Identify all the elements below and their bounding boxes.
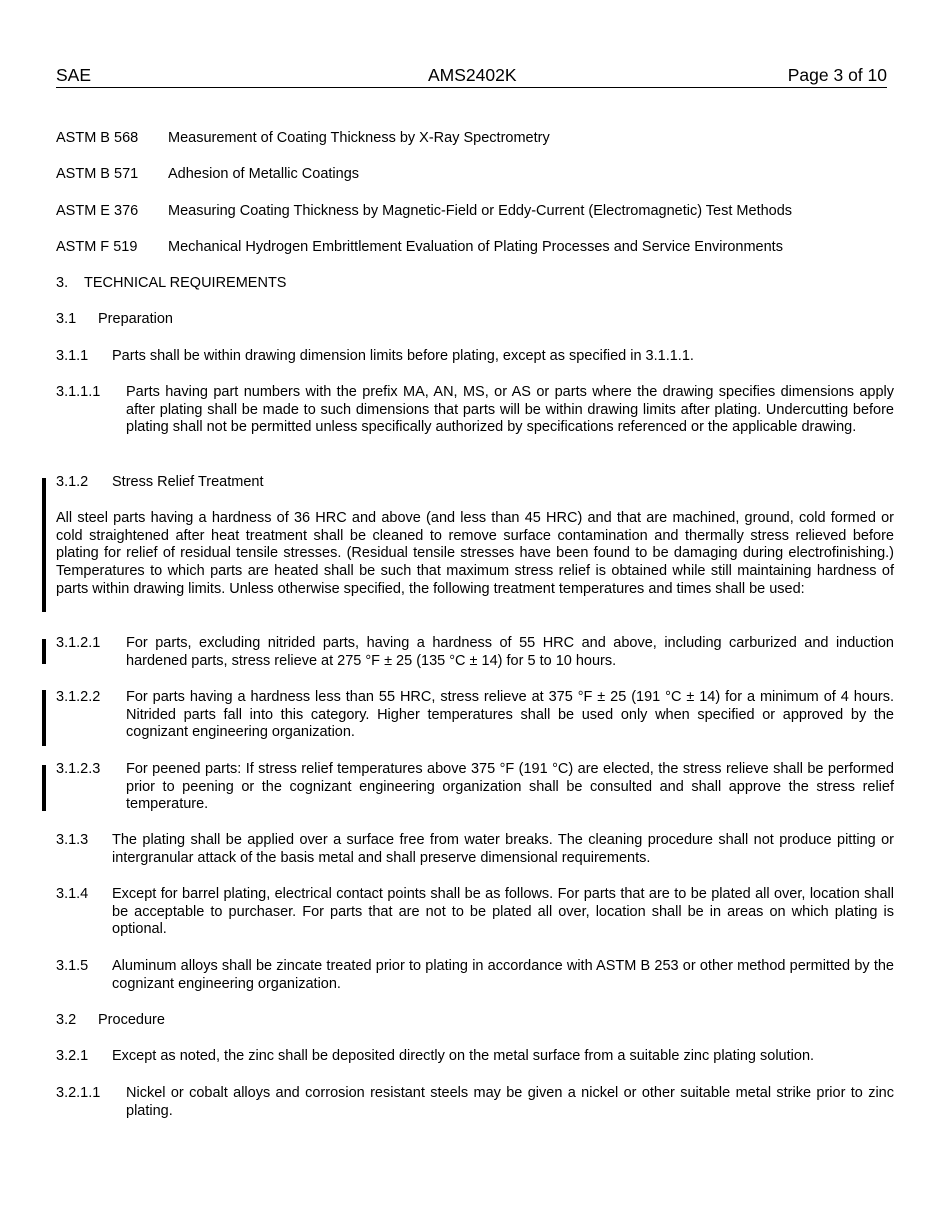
paragraph-text: For peened parts: If stress relief temperatures above 375 °F (191 °C) are elected, the stress relieve shall be performed prior to peening or the cognizant engineering organization shall be consulted and shall approve the stress relief temperature. (126, 761, 894, 813)
paragraph-number: 3.1.4 (56, 886, 89, 902)
revision-change-bar (42, 639, 46, 664)
reference-code: ASTM B 571 (56, 166, 139, 182)
header-doc-number: AMS2402K (428, 65, 517, 85)
paragraph (56, 635, 894, 670)
paragraph-text: For parts, excluding nitrided parts, having a hardness of 55 HRC and above, including carburized and induction hardened parts, stress relieve at 275 °F ± 25 (135 °C ± 14) for 5 to 10 hours. (126, 635, 894, 669)
reference-item (56, 130, 894, 148)
section-heading (56, 275, 894, 293)
section-number: 3. (56, 275, 69, 291)
paragraph-number: 3.1.2.2 (56, 689, 101, 705)
paragraph-number: 3.1.5 (56, 958, 89, 974)
header-org: SAE (56, 65, 92, 85)
section-heading (56, 1012, 894, 1030)
paragraph (56, 384, 894, 437)
reference-code: ASTM B 568 (56, 130, 139, 146)
reference-code: ASTM F 519 (56, 239, 138, 255)
paragraph-number: 3.1.2.1 (56, 635, 101, 651)
paragraph (56, 958, 894, 993)
paragraph (56, 761, 894, 814)
revision-change-bar (42, 690, 46, 746)
paragraph (56, 1085, 894, 1120)
paragraph-text: The plating shall be applied over a surface free from water breaks. The cleaning procedure shall not produce pitting or intergranular attack of the basis metal and shall preserve dimensional requirements. (112, 832, 894, 866)
section-title: Stress Relief Treatment (112, 474, 264, 490)
paragraph (56, 348, 894, 366)
reference-title: Measuring Coating Thickness by Magnetic-Field or Eddy-Current (Electromagnetic) Test Methods (168, 203, 793, 219)
section-number: 3.2 (56, 1012, 77, 1028)
paragraph (56, 1048, 894, 1066)
paragraph-number: 3.1.3 (56, 832, 89, 848)
paragraph-number: 3.1.1 (56, 348, 89, 364)
page-header (56, 66, 887, 88)
section-number: 3.1.2 (56, 474, 89, 490)
revision-change-bar (42, 478, 46, 612)
paragraph-text: Except as noted, the zinc shall be deposited directly on the metal surface from a suitable zinc plating solution. (112, 1048, 815, 1064)
reference-item (56, 203, 894, 221)
paragraph-number: 3.1.1.1 (56, 384, 101, 400)
section-title: TECHNICAL REQUIREMENTS (84, 275, 287, 291)
reference-code: ASTM E 376 (56, 203, 139, 219)
section-title: Preparation (98, 311, 173, 327)
paragraph (56, 832, 894, 867)
reference-title: Adhesion of Metallic Coatings (168, 166, 360, 182)
paragraph-text: Parts shall be within drawing dimension limits before plating, except as specified in 3.1.1.1. (112, 348, 694, 364)
section-number: 3.1 (56, 311, 77, 327)
paragraph-number: 3.2.1.1 (56, 1085, 101, 1101)
revision-change-bar (42, 765, 46, 811)
paragraph-text: Nickel or cobalt alloys and corrosion resistant steels may be given a nickel or other suitable metal strike prior to zinc plating. (126, 1085, 894, 1119)
paragraph-text: All steel parts having a hardness of 36 HRC and above (and less than 45 HRC) and that are machined, ground, cold formed or cold straightened after heat treatment shall be cleaned to remove surface contamination and thermally stress relieved before plating for relief of residual tensile stresses. (Residual tensile stresses have been found to be damaging during electrofinishing.) Temperatures to which parts are heated shall be such that maximum stress relief is obtained while still maintaining hardness of parts within drawing limits. Unless otherwise specified, the following treatment temperatures and times shall be used: (56, 510, 894, 597)
paragraph (56, 689, 894, 742)
paragraph (56, 886, 894, 939)
reference-title: Measurement of Coating Thickness by X-Ray Spectrometry (168, 130, 550, 146)
section-title: Procedure (98, 1012, 165, 1028)
paragraph-text: Except for barrel plating, electrical contact points shall be as follows. For parts that are to be plated all over, location shall be acceptable to purchaser. For parts that are not to be plated all over, location shall be in areas on which plating is optional. (112, 886, 894, 938)
reference-item (56, 166, 894, 184)
reference-title: Mechanical Hydrogen Embrittlement Evaluation of Plating Processes and Service Environments (168, 239, 783, 255)
paragraph-text: Parts having part numbers with the prefix MA, AN, MS, or AS or parts where the drawing specifies dimensions apply after plating shall be made to such dimensions that parts will be within drawing limits after plating. Undercutting before plating shall not be permitted unless specifically authorized by specifications referenced or the applicable drawing. (126, 384, 894, 436)
section-heading (56, 474, 894, 492)
header-page-number: Page 3 of 10 (787, 65, 887, 85)
paragraph-number: 3.1.2.3 (56, 761, 101, 777)
paragraph-text: Aluminum alloys shall be zincate treated prior to plating in accordance with ASTM B 253 or other method permitted by the cognizant engineering organization. (112, 958, 894, 992)
reference-item (56, 239, 894, 257)
paragraph-number: 3.2.1 (56, 1048, 89, 1064)
section-heading (56, 311, 894, 329)
paragraph-text: For parts having a hardness less than 55 HRC, stress relieve at 375 °F ± 25 (191 °C ± 14) for a minimum of 4 hours. Nitrided parts fall into this category. Higher temperatures shall be used only when specified or approved by the cognizant engineering organization. (126, 689, 894, 741)
